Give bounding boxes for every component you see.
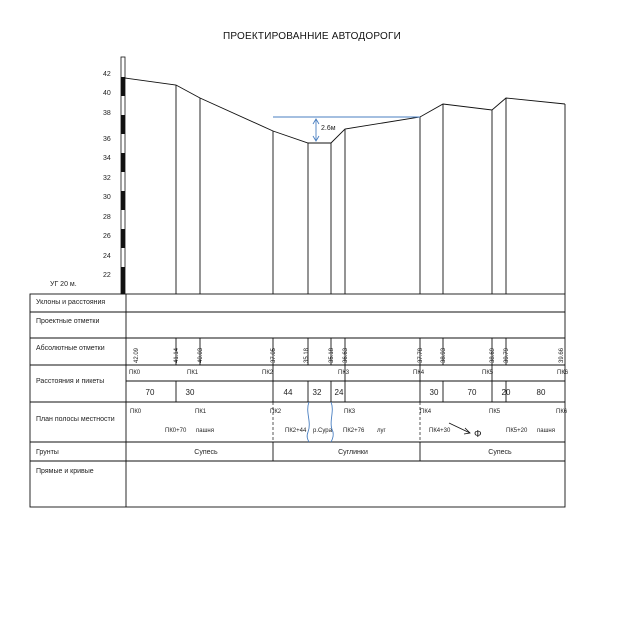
distance-value: 32 (312, 388, 322, 397)
vertical-scale-bar (121, 57, 125, 294)
picket-label: ПК5 (482, 370, 494, 376)
absolute-mark: 35.18 (329, 347, 335, 363)
picket-label: ПК6 (557, 370, 569, 376)
row-label-distances: Расстояния и пикеты (36, 378, 105, 385)
row-label-terrain-plan: План полосы местности (36, 416, 115, 423)
picket-label: ПК3 (338, 370, 350, 376)
distance-value: 80 (536, 388, 546, 397)
absolute-mark: 41.14 (174, 347, 180, 363)
forest-icon: Ф (474, 429, 482, 440)
distance-value: 20 (501, 388, 511, 397)
soil-label: Суглинки (338, 449, 368, 456)
plan-note: луг (377, 428, 386, 434)
plan-picket: ПК4 (420, 409, 432, 415)
scale-label: УГ 20 м. (50, 281, 77, 288)
distance-value: 30 (185, 388, 195, 397)
y-tick-label: 28 (103, 214, 111, 221)
absolute-marks (134, 347, 565, 363)
picket-label: ПК4 (413, 370, 425, 376)
absolute-mark: 37.78 (418, 347, 424, 363)
distance-value: 24 (334, 388, 344, 397)
absolute-mark: 40.03 (198, 347, 204, 363)
picket-label: ПК0 (129, 370, 141, 376)
plan-picket: ПК1 (195, 409, 207, 415)
y-tick-label: 30 (103, 194, 111, 201)
row-label-lines: Прямые и кривые (36, 468, 94, 475)
distance-values (146, 388, 546, 397)
soil-labels (194, 449, 512, 456)
plan-note: пашня (537, 428, 555, 434)
plan-note: р.Сура (313, 428, 332, 434)
picket-labels (129, 370, 569, 376)
plan-picket: ПК2 (270, 409, 282, 415)
plan-note: ПК0+70 (165, 428, 187, 434)
absolute-mark: 39.79 (504, 347, 510, 363)
plan-picket: ПК6 (556, 409, 568, 415)
absolute-mark: 37.05 (271, 347, 277, 363)
river-symbol (307, 402, 333, 442)
plan-strip-markers (273, 402, 420, 442)
y-tick-label: 26 (103, 233, 111, 240)
row-label-slopes: Уклоны и расстояния (36, 299, 106, 306)
absolute-mark: 38.69 (490, 347, 496, 363)
arrow-icon (449, 423, 470, 434)
picket-label: ПК2 (262, 370, 274, 376)
y-axis-labels (103, 71, 111, 279)
y-tick-label: 40 (103, 90, 111, 97)
row-label-absolute-marks: Абсолютные отметки (36, 345, 105, 352)
distance-value: 70 (467, 388, 477, 397)
absolute-mark: 38.93 (441, 347, 447, 363)
plan-note: ПК2+44 (285, 428, 307, 434)
distance-value: 44 (283, 388, 293, 397)
plan-note: ПК2+76 (343, 428, 365, 434)
plan-picket: ПК3 (344, 409, 356, 415)
profile-table-grid (30, 294, 565, 507)
plan-note: ПК4+30 (429, 428, 451, 434)
terrain-profile (125, 78, 565, 294)
y-tick-label: 36 (103, 136, 111, 143)
distance-value: 30 (429, 388, 439, 397)
plan-picket: ПК5 (489, 409, 501, 415)
picket-label: ПК1 (187, 370, 199, 376)
depth-label: 2.6м (321, 125, 336, 132)
drawing-title: ПРОЕКТИРОВАННИЕ АВТОДОРОГИ (223, 31, 401, 42)
soil-label: Супесь (488, 449, 512, 456)
y-tick-label: 22 (103, 272, 111, 279)
plan-picket: ПК0 (130, 409, 142, 415)
y-tick-label: 42 (103, 71, 111, 78)
plan-notes (165, 428, 555, 434)
y-tick-label: 32 (103, 175, 111, 182)
y-tick-label: 38 (103, 110, 111, 117)
absolute-mark: 35.18 (304, 347, 310, 363)
y-tick-label: 34 (103, 155, 111, 162)
absolute-mark: 39.66 (559, 347, 565, 363)
absolute-mark: 42.09 (134, 347, 140, 363)
row-label-design-marks: Проектные отметки (36, 318, 100, 325)
plan-picket-labels (130, 409, 568, 415)
soil-label: Супесь (194, 449, 218, 456)
y-tick-label: 24 (103, 253, 111, 260)
plan-note: пашня (196, 428, 214, 434)
plan-note: ПК5+20 (506, 428, 528, 434)
absolute-mark: 36.63 (343, 347, 349, 363)
row-label-soils: Грунты (36, 449, 59, 456)
row-labels (36, 299, 115, 475)
distance-value: 70 (145, 388, 155, 397)
